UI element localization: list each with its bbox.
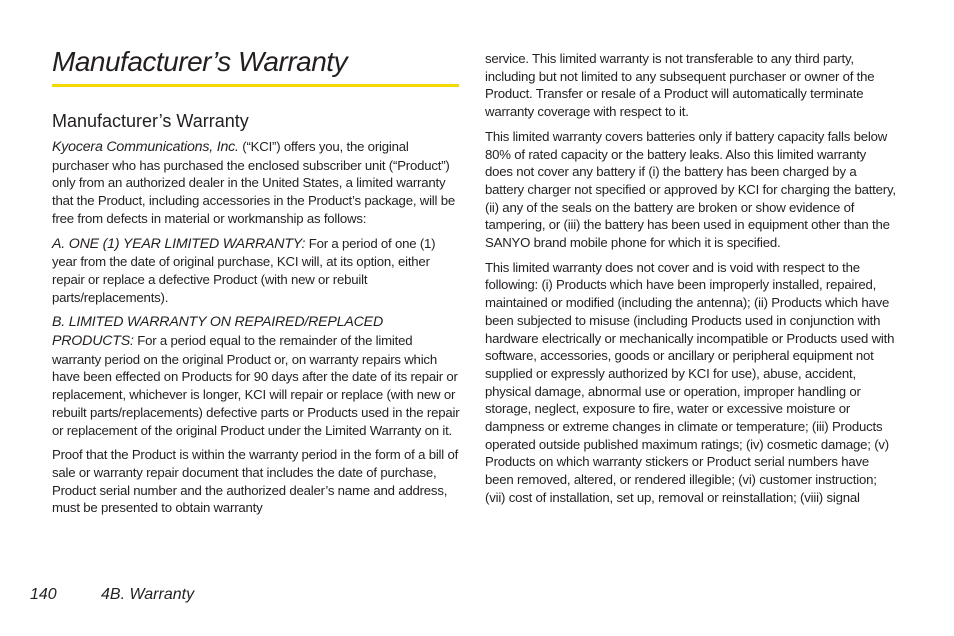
intro-text: (“KCI”) offers you, the original purchaser who has purchased the enclosed subscriber unit (“Product”) only from an authorized dealer in the United States, a limited warranty that the Product, including accessories in the Product’s package, will be free from defects in material or workmanship as follows: — [52, 139, 455, 226]
left-column — [52, 138, 460, 524]
page-title: Manufacturer’s Warranty — [52, 46, 348, 77]
page-number: 140 — [30, 586, 57, 603]
company-name: Kyocera Communications, Inc. — [52, 139, 239, 155]
footer-section-label: 4B. Warranty — [101, 586, 195, 603]
title-rule — [52, 84, 459, 87]
intro-paragraph — [52, 138, 460, 228]
battery-paragraph: This limited warranty covers batteries only if battery capacity falls below 80% of rated capacity or the battery leaks. Also this limited warranty does not cover any battery if (i) the battery has been charged by a battery charger not specified or approved by KCI for charging the battery, (ii) any of the seals on the battery are broken or show evidence of tampering, or (iii) the battery has been used in equipment other than the SANYO brand mobile phone for which it is specified. — [485, 128, 896, 251]
proof-paragraph: Proof that the Product is within the warranty period in the form of a bill of sale or warranty repair document that includes the date of purchase, Product serial number and the authorized dealer’s name and address, must be presented to obtain warranty — [52, 447, 459, 516]
one-year-warranty-paragraph — [52, 235, 460, 307]
repaired-products-heading: B. LIMITED WARRANTY ON REPAIRED/REPLACED PRODUCTS: — [52, 314, 383, 350]
repaired-products-text: For a period equal to the remainder of the limited warranty period on the original Product or, on warranty repairs which have been effected on Products for 90 days after the date of its repair or replacement, whichever is longer, KCI will repair or replace (with new or rebuilt parts/replacements) defective parts or Products used in the repair or replacement of the original Product under the Limited Warranty on it. — [52, 333, 460, 438]
one-year-warranty-text: For a period of one (1) year from the date of original purchase, KCI will, at its option, either repair or replace a defective Product (with new or rebuilt parts/replacements). — [52, 235, 436, 305]
transfer-paragraph: service. This limited warranty is not transferable to any third party, including but not limited to any subsequent purchaser or owner of the Product. Transfer or resale of a Product will automatically terminate warranty coverage with respect to it. — [485, 51, 875, 120]
one-year-warranty-heading: A. ONE (1) YEAR LIMITED WARRANTY: — [52, 235, 306, 252]
right-column — [485, 50, 897, 514]
section-heading: Manufacturer’s Warranty — [52, 111, 249, 131]
exclusions-paragraph: This limited warranty does not cover and is void with respect to the following: (i) Products which have been improperly installed, repaired, maintained or modified (including the antenna); (ii) Products which have been subjected to misuse (including Products used in conjunction with hardware electrically or mechanically incompatible or Products used with software, accessories, goods or ancillary or peripheral equipment not supplied or expressly authorized by KCI for use), abuse, accident, physical damage, abnormal use or operation, improper handling or storage, neglect, exposure to fire, water or excessive moisture or dampness or extreme changes in climate or temperature; (iii) Products operated outside published maximum ratings; (iv) cosmetic damage; (v) Products on which warranty stickers or Product serial numbers have been removed, altered, or rendered illegible; (vi) customer instruction; (vii) cost of installation, set up, removal or reinstallation; (viii) signal — [485, 259, 895, 505]
repaired-products-paragraph — [52, 313, 460, 439]
